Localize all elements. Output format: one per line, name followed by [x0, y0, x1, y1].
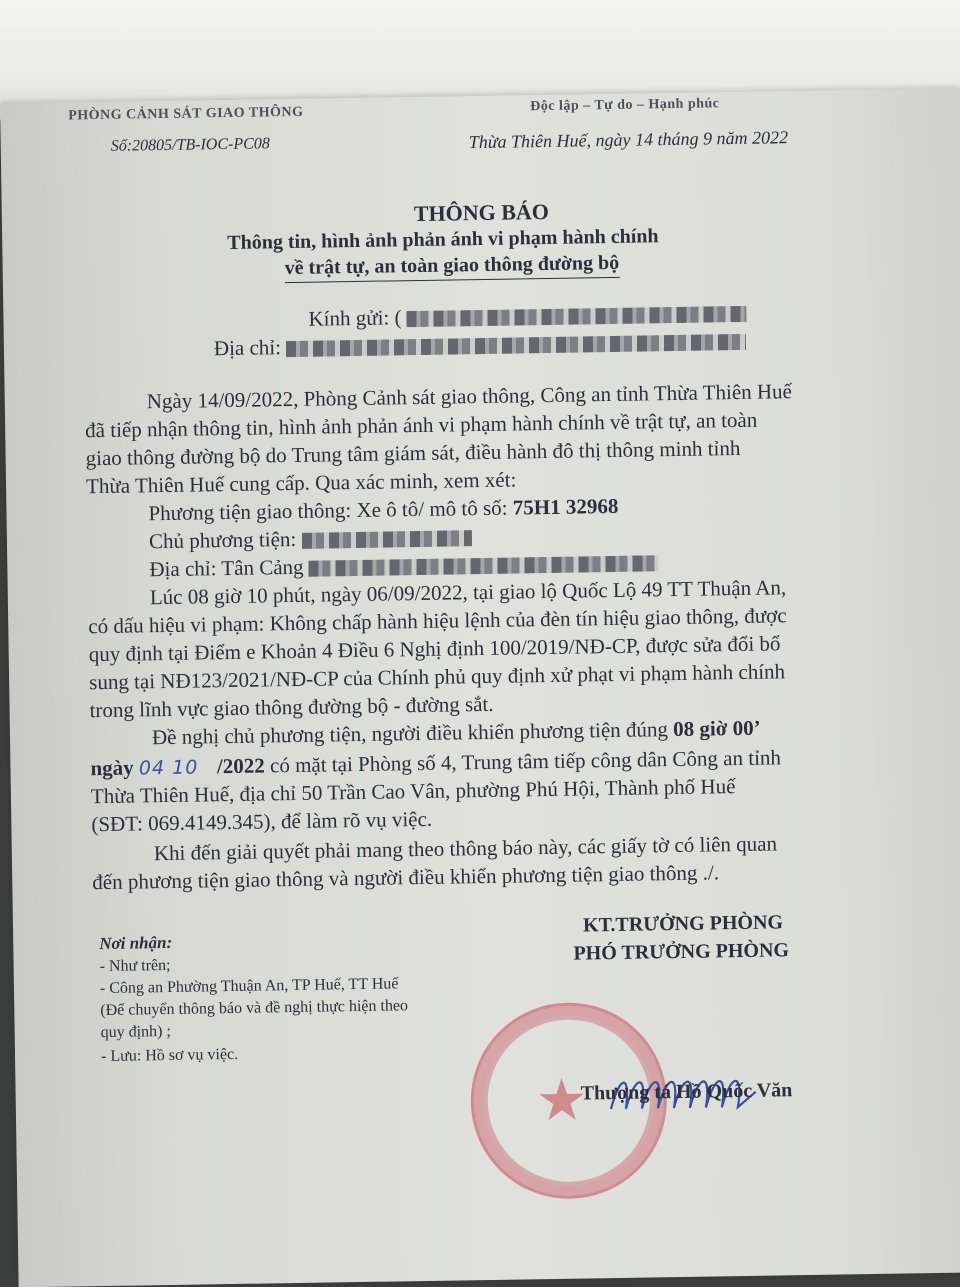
body-line: Thừa Thiên Huế cung cấp. Qua xác minh, xem xét:	[85, 467, 517, 499]
redacted-owner	[301, 530, 471, 549]
body-text: có mặt tại Phòng số 4, Trung tâm tiếp công dân Công an tỉnh	[264, 745, 782, 778]
vehicle-line	[148, 494, 618, 526]
recipients-line: - Như trên;	[99, 956, 171, 976]
recipients-title: Nơi nhận:	[99, 932, 173, 954]
recipient-line	[308, 300, 747, 332]
recipients-line: - Lưu: Hồ sơ vụ việc.	[100, 1045, 239, 1066]
vehicle-plate: 75H1 32968	[512, 493, 619, 520]
recipients-line: quy định) ;	[100, 1022, 172, 1042]
body-line: giao thông đường bộ do Trung tâm giám sát, điều hành đô thị thông minh tỉnh	[85, 435, 741, 471]
body-text: Đề nghị chủ phương tiện, người điều khiển phương tiện đúng	[151, 717, 674, 750]
handwritten-date: 04 10	[138, 756, 199, 780]
motto-header: Độc lập – Tự do – Hạnh phúc	[530, 96, 720, 115]
body-line: Ngày 14/09/2022, Phòng Cảnh sát giao thông, Công an tỉnh Thừa Thiên Huế	[146, 379, 793, 414]
body-line: quy định tại Điểm e Khoản 4 Điều 6 Nghị định 100/2019/NĐ-CP, được sửa đổi bổ	[88, 631, 781, 667]
recipients-line: - Công an Phường Thuận An, TP Huế, TT Huế	[99, 975, 399, 998]
signer-role-1: KT.TRƯỞNG PHÒNG	[582, 911, 784, 937]
vehicle-label: Phương tiện giao thông: Xe ô tô/ mô tô số:	[148, 495, 513, 526]
body-line: đã tiếp nhận thông tin, hình ảnh phản ánh vi phạm hành chính về trật tự, an toàn	[85, 407, 758, 443]
body-line: Lúc 08 giờ 10 phút, ngày 06/09/2022, tại giao lộ Quốc Lộ 49 TT Thuận An,	[149, 575, 787, 610]
signer-name: Thượng tá Hồ Quốc Văn	[580, 1079, 793, 1105]
signer-role-2: PHÓ TRƯỞNG PHÒNG	[573, 939, 790, 965]
appointment-time: 08 giờ 00’	[673, 715, 761, 742]
redacted-recipient	[407, 306, 747, 327]
agency-header: PHÒNG CẢNH SÁT GIAO THÔNG	[68, 104, 304, 124]
recipient-address-line	[214, 328, 747, 361]
redacted-address	[286, 334, 746, 357]
document-subtitle-1: Thông tin, hình ảnh phản ánh vi phạm hành chính	[227, 225, 659, 254]
owner-line	[149, 524, 472, 554]
owner-label: Chủ phương tiện:	[148, 526, 297, 554]
document-number: Số:20805/TB-IOC-PC08	[110, 135, 270, 155]
body-line	[152, 716, 761, 751]
document-page	[0, 88, 960, 1287]
body-line: Thừa Thiên Huế, địa chỉ 50 Trần Cao Vân, phường Phú Hội, Thành phố Huế	[90, 774, 736, 809]
body-line: (SĐT: 069.4149.345), để làm rõ vụ việc.	[91, 806, 433, 837]
document-subtitle-2: về trật tự, an toàn giao thông đường bộ	[285, 252, 620, 283]
redacted-owner-address	[309, 555, 659, 576]
document-title: THÔNG BÁO	[413, 198, 550, 227]
day-label: ngày	[90, 755, 134, 781]
star-icon: ★	[535, 1067, 589, 1134]
recipients-line: (Để chuyển thông báo và đề nghị thực hiện theo	[100, 997, 409, 1020]
appointment-year: /2022	[216, 753, 265, 779]
recipient-address-label: Địa chỉ:	[213, 335, 282, 361]
place-date: Thừa Thiên Huế, ngày 14 tháng 9 năm 2022	[468, 127, 789, 153]
owner-address-line	[149, 549, 659, 582]
recipient-label: Kính gửi: (	[308, 305, 402, 331]
body-line: sung tại NĐ123/2021/NĐ-CP của Chính phủ quy định xử phạt vi phạm hành chính	[88, 659, 786, 695]
body-line: có dấu hiệu vi phạm: Không chấp hành hiệu lệnh của đèn tín hiệu giao thông, được	[88, 603, 787, 639]
body-line: Khi đến giải quyết phải mang theo thông báo này, các giấy tờ có liên quan	[153, 831, 778, 866]
owner-address-label: Địa chỉ: Tân Cảng	[149, 554, 304, 582]
body-line: trong lĩnh vực giao thông đường bộ - đường sắt.	[89, 691, 494, 723]
body-line: đến phương tiện giao thông và người điều khiển phương tiện giao thông ./.	[92, 860, 720, 895]
